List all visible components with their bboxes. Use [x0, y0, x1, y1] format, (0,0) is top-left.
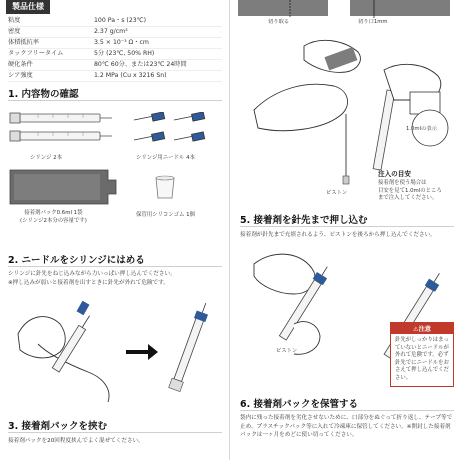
syringe-illustration: [8, 108, 118, 148]
step6-title: 6. 接着剤パックを保管する: [240, 399, 359, 410]
spec-row: [8, 60, 222, 71]
spec-value: 1.2 MPa (Cu x 3216 Sn): [94, 72, 167, 79]
spec-tab: 製品仕様: [6, 0, 50, 14]
mark-label: 1.0mlの表示: [406, 126, 437, 132]
step1-underline: [8, 100, 222, 101]
right-column: [234, 0, 460, 460]
spec-value: 80℃ 60分、または23℃ 24時間: [94, 61, 187, 68]
spec-key: タックフリータイム: [8, 50, 64, 57]
spec-key: 粘度: [8, 17, 21, 24]
pack-caption: 接着剤パック0.6ml 1袋 (シリンジ2本分の容量です): [20, 210, 87, 224]
step5-title: 5. 接着剤を針先まで押し込む: [240, 215, 368, 226]
step3-body: 接着剤パックを20回程度挟んでよく混ぜてください。: [8, 438, 144, 444]
step6-underline: [240, 410, 454, 411]
silicone-rubber-illustration: [150, 172, 180, 202]
step5-body: 接着剤が針先まで充填されるよう、ピストンを後ろから押し込んでください。: [240, 232, 436, 238]
step5-underline: [240, 226, 454, 227]
step2-title: 2. ニードルをシリンジにはめる: [8, 255, 145, 266]
guide-title: 注入の目安: [378, 170, 411, 178]
spec-key: 硬化条件: [8, 61, 33, 68]
spec-table: [8, 16, 222, 82]
adhesive-pack-illustration: [8, 166, 118, 208]
spec-key: 密度: [8, 28, 21, 35]
step3-underline: [8, 432, 222, 433]
column-divider: [229, 0, 230, 460]
step5-piston-label: ピストン: [276, 348, 298, 354]
syringe-caption: シリンジ 2本: [30, 155, 62, 161]
needle-caption: シリンジ用ニードル 4本: [136, 155, 195, 161]
spec-row: [8, 71, 222, 82]
step1-title: 1. 内容物の確認: [8, 89, 79, 100]
spec-value: 5分 (23℃, 50% RH): [94, 50, 155, 57]
caution-box: [390, 322, 454, 387]
cut-pack-illustration: [234, 0, 460, 30]
needle-illustration: [130, 112, 210, 146]
spec-row: [8, 27, 222, 38]
spec-row: [8, 38, 222, 49]
spec-key: シア強度: [8, 72, 33, 79]
step2-underline: [8, 266, 222, 267]
caution-text: 針先がしっかりはまっていないとニードルが外れて危険です。必ず針先でにニードルをおさえて押し込んでください。: [395, 337, 449, 381]
cut-1mm-label: 切り口1mm: [358, 19, 388, 25]
step2-body: シリンジに針先をねじ込みながら力いっぱい押し込んでください。 ※押し込みが弱いと接着剤を出すときに針先が外れて危険です。: [8, 271, 176, 286]
rubber-caption: 保管用シリコンゴム 1個: [136, 212, 195, 218]
left-column: [0, 0, 222, 460]
step6-body: 袋内に残った接着剤を劣化させないために、口部分をぬぐって折り返し、テープ等で止め、プラスチックパック等に入れて冷凍庫に保管してください。※開封した接着剤パックは一ヶ月をめどに使い切ってください。: [240, 415, 453, 438]
spec-value: 3.5 × 10⁻³ Ω・cm: [94, 39, 149, 46]
step2-illustration: [8, 294, 222, 404]
spec-row: [8, 49, 222, 60]
step3-title: 3. 接着剤パックを挟む: [8, 421, 108, 432]
caution-head: ⚠注意: [391, 323, 453, 334]
cut-label: 切り取る: [268, 19, 290, 25]
guide-text: 接着剤を使う場合は 目安を見て1.0mlのところ まで注入してください。: [378, 180, 442, 202]
spec-value: 100 Pa・s (23℃): [94, 17, 147, 24]
spec-key: 体積抵抗率: [8, 39, 39, 46]
spec-row: [8, 16, 222, 27]
piston-label: ピストン: [326, 190, 348, 196]
spec-value: 2.37 g/cm³: [94, 28, 128, 35]
